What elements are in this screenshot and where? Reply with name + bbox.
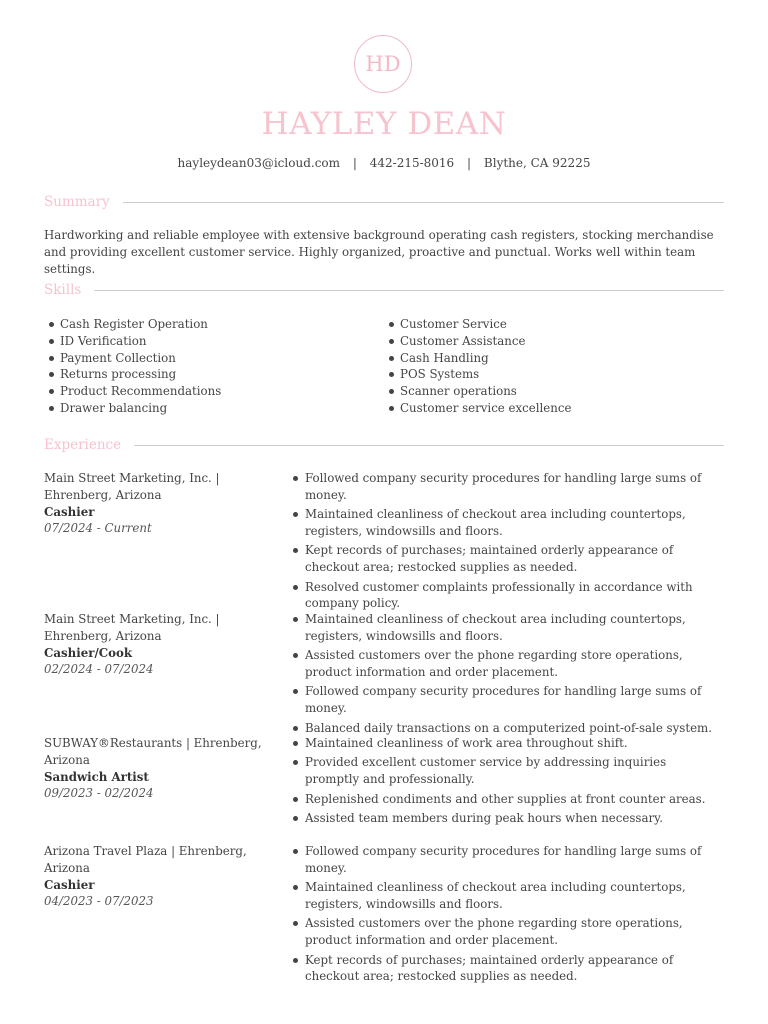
job-dates: 09/2023 - 02/2024 <box>44 786 154 801</box>
job-bullet: Provided excellent customer service by addressing inquiries promptly and professionally. <box>292 754 724 788</box>
job-title: Sandwich Artist <box>44 769 149 784</box>
email-text: hayleydean03@icloud.com <box>177 156 341 170</box>
job-bullet: Assisted customers over the phone regarding store operations, product information and order placement. <box>292 915 724 949</box>
job-bullet: Followed company security procedures for handling large sums of money. <box>292 683 724 717</box>
skills-list-right <box>384 316 704 417</box>
job-bullet: Maintained cleanliness of work area throughout shift. <box>292 735 724 752</box>
skill-item: Cash Handling <box>384 350 704 367</box>
job-bullet: Kept records of purchases; maintained orderly appearance of checkout area; restocked supplies as needed. <box>292 542 724 576</box>
contact-line <box>0 156 768 170</box>
skill-item: Drawer balancing <box>44 400 364 417</box>
skills-section-header <box>44 281 724 299</box>
job-bullet: Assisted team members during peak hours when necessary. <box>292 810 724 827</box>
job-details <box>44 470 288 537</box>
skill-item: ID Verification <box>44 333 364 350</box>
job-bullet: Maintained cleanliness of checkout area including countertops, registers, windowsills and floors. <box>292 506 724 540</box>
job-employer: Main Street Marketing, Inc. | Ehrenberg, Arizona <box>44 471 220 502</box>
skill-item: Customer Assistance <box>384 333 704 350</box>
experience-heading: Experience <box>44 437 122 453</box>
summary-section-header <box>44 193 724 211</box>
job-bullet: Balanced daily transactions on a computerized point-of-sale system. <box>292 720 724 737</box>
skill-item: Payment Collection <box>44 350 364 367</box>
job-details <box>44 843 288 910</box>
contact-separator: | <box>352 156 357 170</box>
job-bullets <box>292 470 724 615</box>
section-divider <box>123 202 724 203</box>
phone-text: 442-215-8016 <box>369 156 455 170</box>
summary-text: Hardworking and reliable employee with extensive background operating cash registers, stocking merchandise and providing excellent customer service. Highly organized, proactive and punctual. Works well within team settings. <box>44 228 714 276</box>
section-divider <box>134 445 724 446</box>
skill-item: Customer service excellence <box>384 400 704 417</box>
job-dates: 04/2023 - 07/2023 <box>44 894 154 909</box>
job-dates: 02/2024 - 07/2024 <box>44 662 154 677</box>
skill-item: Customer Service <box>384 316 704 333</box>
job-bullet: Maintained cleanliness of checkout area including countertops, registers, windowsills and floors. <box>292 611 724 645</box>
job-dates: 07/2024 - Current <box>44 521 152 536</box>
monogram-badge: HD <box>354 35 412 93</box>
job-employer: Main Street Marketing, Inc. | Ehrenberg, Arizona <box>44 612 220 643</box>
job-bullet: Followed company security procedures for handling large sums of money. <box>292 843 724 877</box>
job-employer: SUBWAY®Restaurants | Ehrenberg, Arizona <box>44 736 262 767</box>
skill-item: Cash Register Operation <box>44 316 364 333</box>
job-employer: Arizona Travel Plaza | Ehrenberg, Arizona <box>44 844 247 875</box>
section-divider <box>94 290 724 291</box>
job-bullet: Resolved customer complaints professionally in accordance with company policy. <box>292 579 724 613</box>
candidate-name: HAYLEY DEAN <box>261 106 507 142</box>
skill-item: Returns processing <box>44 366 364 383</box>
job-bullet: Kept records of purchases; maintained orderly appearance of checkout area; restocked supplies as needed. <box>292 952 724 986</box>
job-bullet: Maintained cleanliness of checkout area including countertops, registers, windowsills and floors. <box>292 879 724 913</box>
contact-separator: | <box>467 156 472 170</box>
skills-list-left <box>44 316 364 417</box>
location-text: Blythe, CA 92225 <box>483 156 591 170</box>
skill-item: Scanner operations <box>384 383 704 400</box>
job-details <box>44 611 288 678</box>
job-bullets <box>292 611 724 739</box>
job-title: Cashier <box>44 877 95 892</box>
job-bullets <box>292 843 724 988</box>
job-bullets <box>292 735 724 829</box>
skill-item: POS Systems <box>384 366 704 383</box>
job-title: Cashier <box>44 504 95 519</box>
summary-heading: Summary <box>44 194 110 210</box>
job-bullet: Followed company security procedures for handling large sums of money. <box>292 470 724 504</box>
skills-heading: Skills <box>44 282 82 298</box>
job-details <box>44 735 288 802</box>
job-bullet: Assisted customers over the phone regarding store operations, product information and order placement. <box>292 647 724 681</box>
job-bullet: Replenished condiments and other supplies at front counter areas. <box>292 791 724 808</box>
experience-section-header <box>44 436 724 454</box>
skill-item: Product Recommendations <box>44 383 364 400</box>
job-title: Cashier/Cook <box>44 645 133 660</box>
